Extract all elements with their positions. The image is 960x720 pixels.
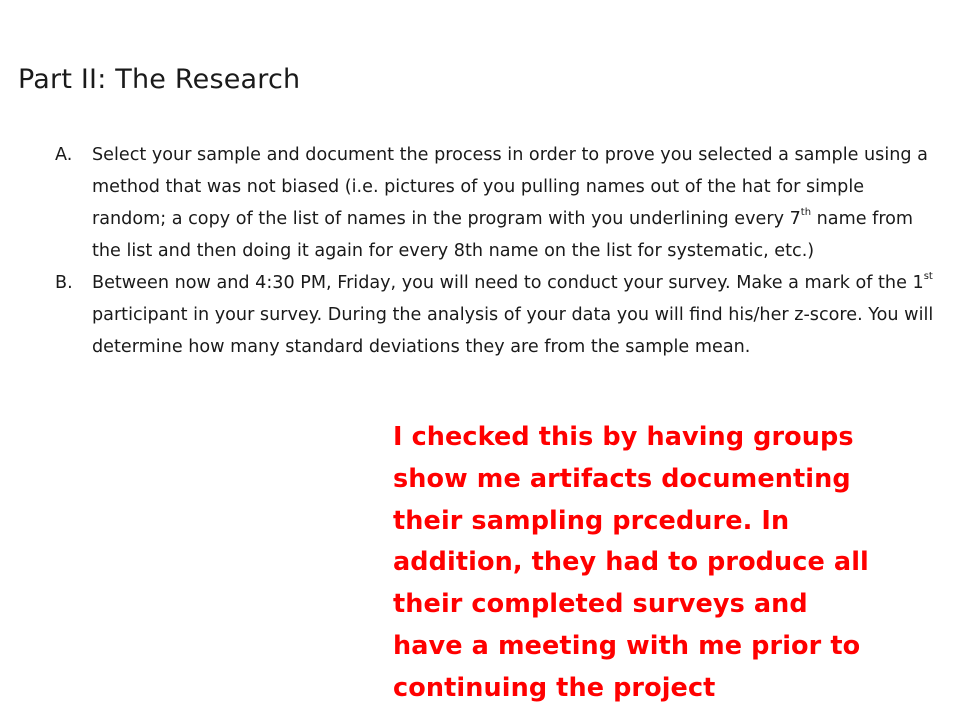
list-text-a-part-1: Select your sample and document the process in order to prove you selected a sample using a method that was not biased (i.e. pictures of you pulling names out of the hat for simple random; a copy of the list of names in the program with you underlining every 7 <box>92 145 928 229</box>
annotation-line: have a meeting with me prior to <box>393 630 861 661</box>
list-marker-a: A. <box>55 145 73 165</box>
list-text-b <box>92 267 935 363</box>
list-text-b-part-1: Between now and 4:30 PM, Friday, you will need to conduct your survey. Make a mark of the 1 <box>92 273 924 293</box>
annotation-line: continuing the project <box>393 672 716 703</box>
annotation-line: I checked this by having groups <box>393 422 854 452</box>
handwritten-style-annotation <box>393 417 933 710</box>
annotation-line: show me artifacts documenting <box>393 463 851 494</box>
instruction-list <box>55 139 935 363</box>
annotation-line: their sampling prcedure. In <box>393 505 790 536</box>
ordinal-suffix-th: th <box>800 207 812 218</box>
annotation-line: addition, they had to produce all <box>393 547 869 578</box>
list-text-a-part-2: name from the list and then doing it again for every 8th name on the list for systematic, etc.) <box>92 209 914 261</box>
list-item-b <box>55 267 935 363</box>
list-text-a <box>92 139 935 267</box>
list-text-b-part-2: participant in your survey. During the analysis of your data you will find his/her z-score. You will determine how many standard deviations they are from the sample mean. <box>92 305 934 357</box>
annotation-line: their completed surveys and <box>393 589 808 620</box>
list-item-a <box>55 139 935 267</box>
list-marker-b: B. <box>55 273 73 293</box>
ordinal-suffix-st: st <box>923 271 933 282</box>
page-title: Part II: The Research <box>18 64 301 95</box>
